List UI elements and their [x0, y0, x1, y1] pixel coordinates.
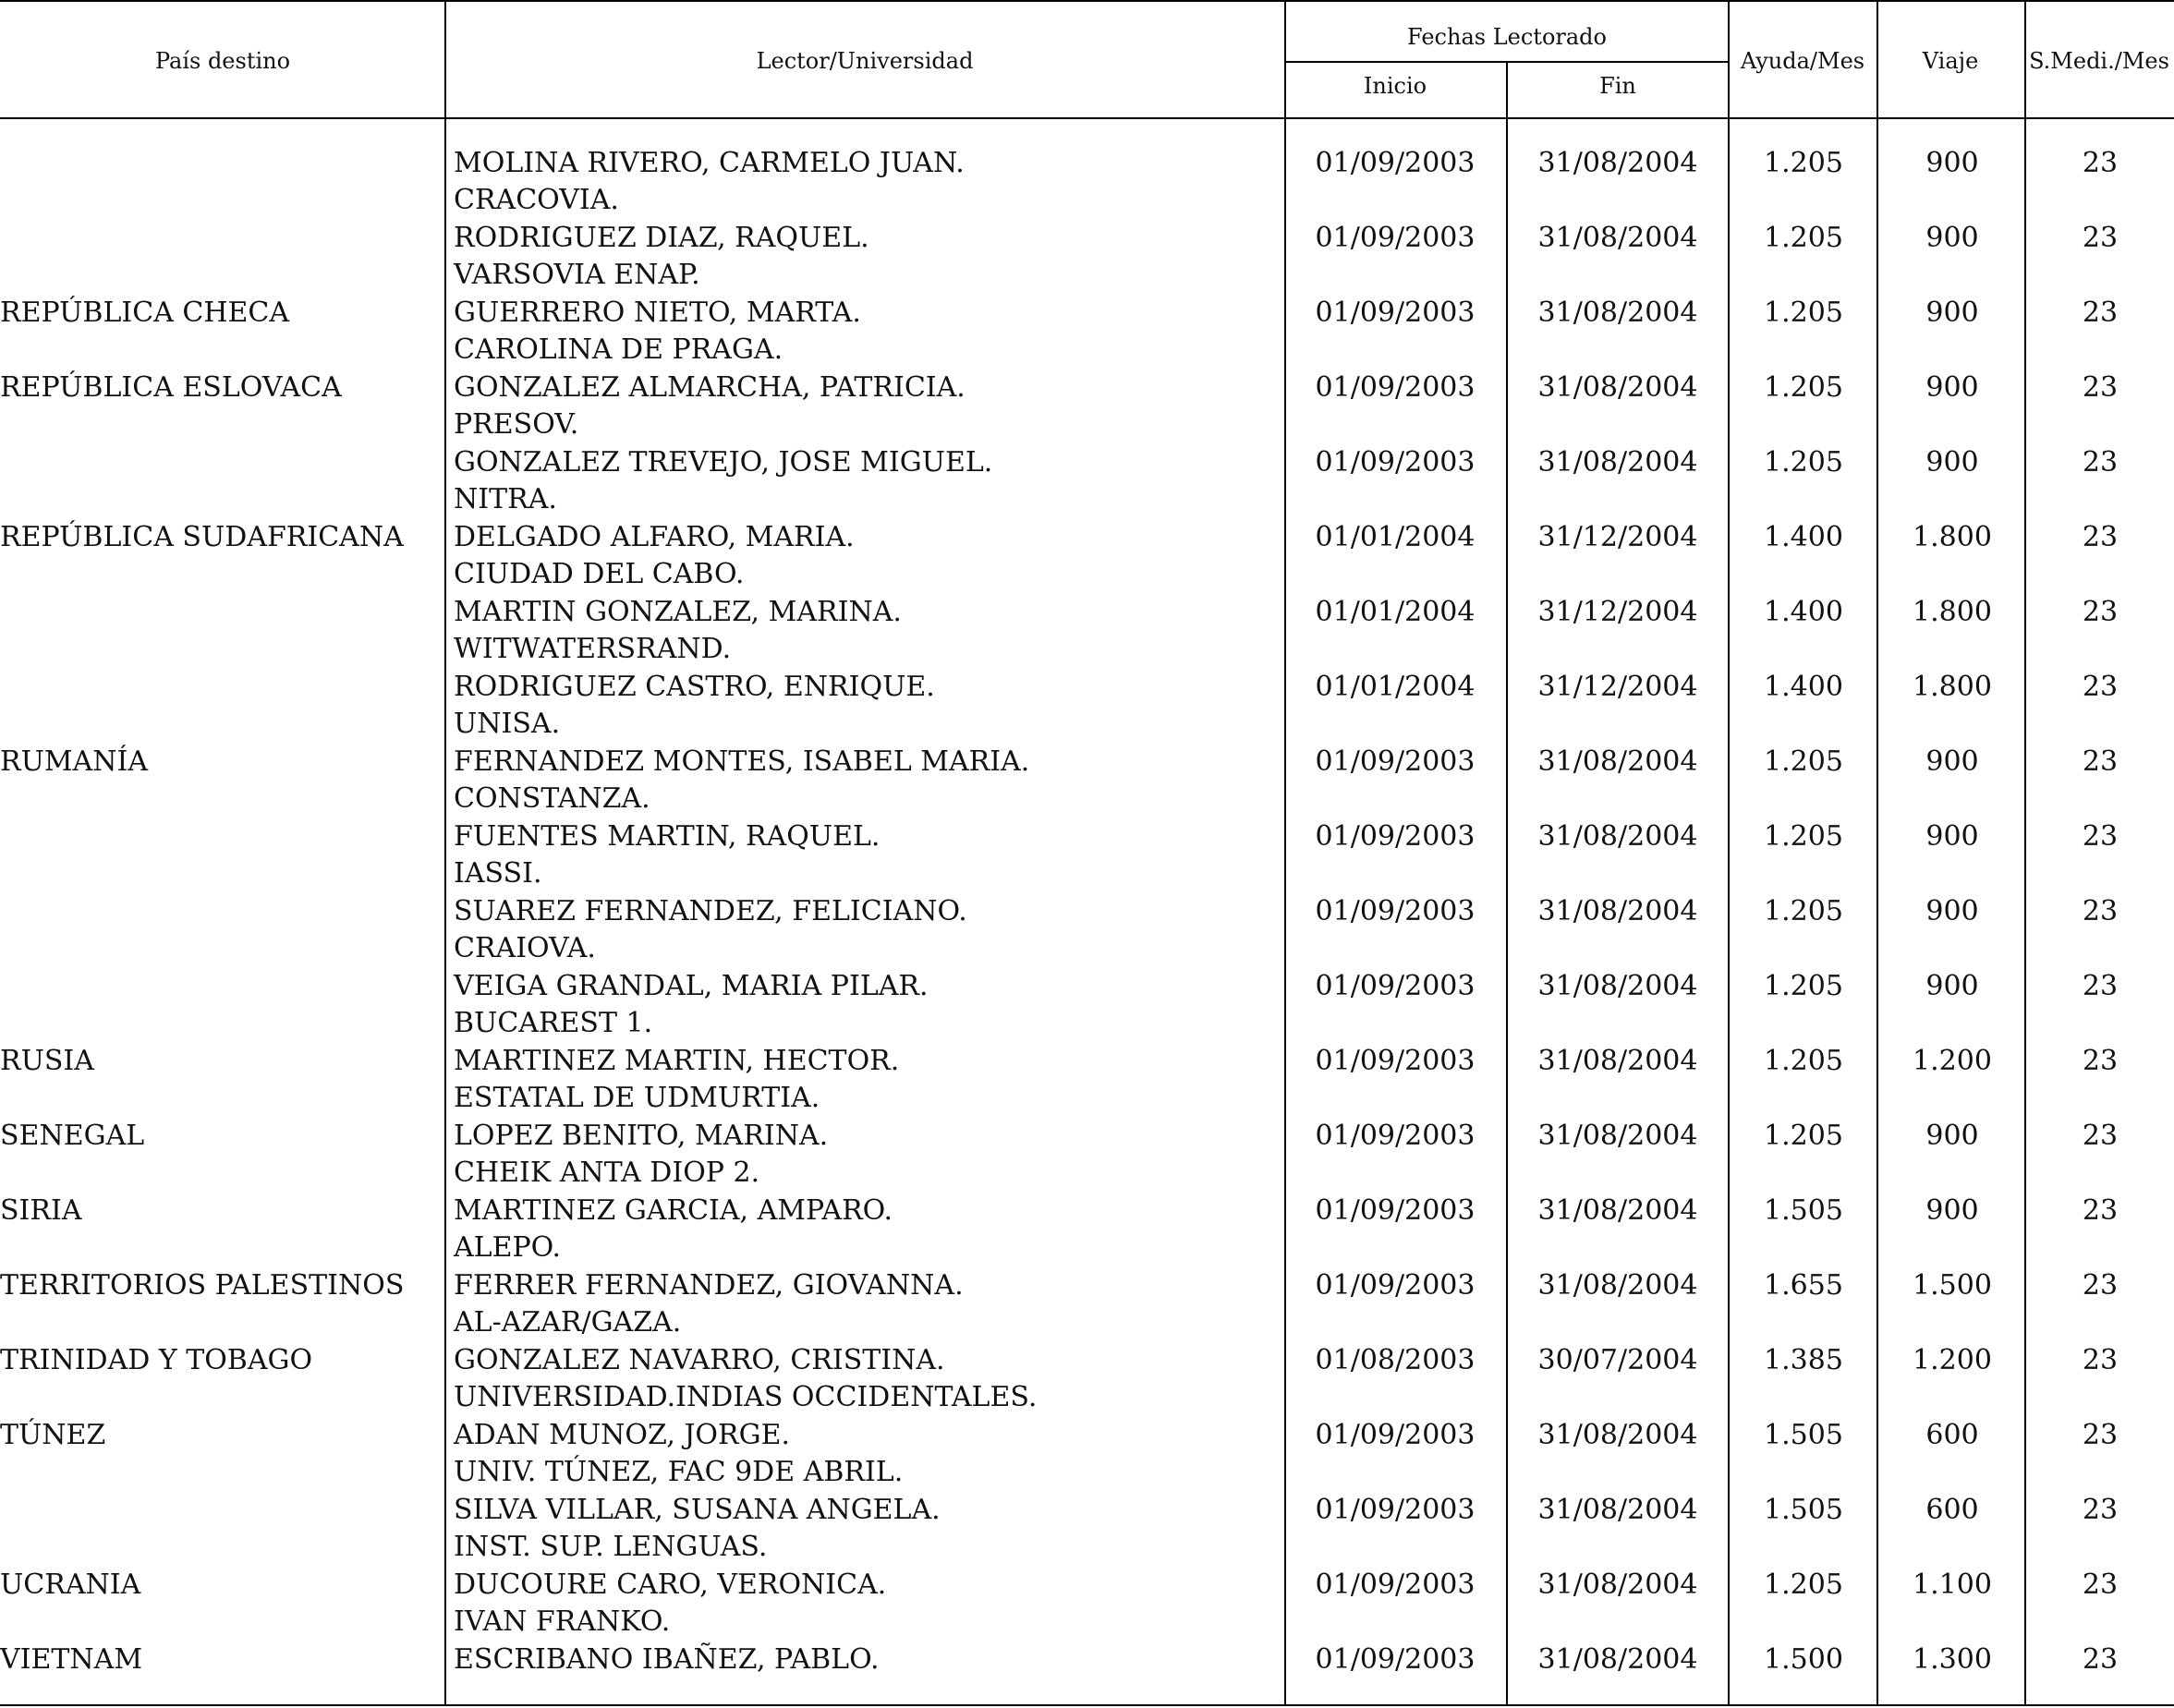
col-rule-4 [1728, 0, 1730, 1706]
fin-cell: 31/08/2004 [1537, 1419, 1698, 1451]
lector-cell: GONZALEZ TREVEJO, JOSE MIGUEL. [454, 446, 993, 478]
inicio-cell: 01/09/2003 [1315, 446, 1476, 478]
fin-cell: 31/12/2004 [1537, 596, 1698, 628]
smedi-cell: 23 [2082, 521, 2119, 553]
lector-cell: RODRIGUEZ CASTRO, ENRIQUE. [454, 671, 935, 703]
universidad-cell: NITRA. [454, 483, 557, 515]
lector-cell: DELGADO ALFARO, MARIA. [454, 521, 855, 553]
smedi-cell: 23 [2082, 147, 2119, 179]
fin-cell: 31/08/2004 [1537, 1494, 1698, 1526]
universidad-cell: BUCAREST 1. [454, 1007, 653, 1039]
smedi-cell: 23 [2082, 895, 2119, 927]
viaje-cell: 1.800 [1913, 671, 1992, 703]
inicio-cell: 01/01/2004 [1315, 596, 1476, 628]
lector-cell: SUAREZ FERNANDEZ, FELICIANO. [454, 895, 967, 927]
inicio-cell: 01/09/2003 [1315, 222, 1476, 254]
viaje-cell: 1.800 [1913, 521, 1992, 553]
smedi-cell: 23 [2082, 297, 2119, 329]
pais-cell: TRINIDAD Y TOBAGO [0, 1344, 313, 1376]
viaje-cell: 900 [1925, 297, 1979, 329]
fin-cell: 30/07/2004 [1537, 1344, 1698, 1376]
viaje-cell: 900 [1925, 970, 1979, 1002]
ayuda-cell: 1.400 [1764, 596, 1843, 628]
lector-cell: MARTINEZ GARCIA, AMPARO. [454, 1194, 893, 1227]
ayuda-cell: 1.505 [1764, 1419, 1843, 1451]
header-viaje: Viaje [1922, 48, 1979, 74]
header-fechas: Fechas Lectorado [1407, 24, 1607, 50]
ayuda-cell: 1.385 [1764, 1344, 1843, 1376]
header-fin: Fin [1599, 73, 1636, 99]
ayuda-cell: 1.505 [1764, 1494, 1843, 1526]
smedi-cell: 23 [2082, 596, 2119, 628]
universidad-cell: WITWATERSRAND. [454, 633, 732, 665]
table-bottom-rule [0, 1704, 2174, 1706]
fin-cell: 31/08/2004 [1537, 970, 1698, 1002]
ayuda-cell: 1.500 [1764, 1643, 1843, 1676]
smedi-cell: 23 [2082, 222, 2119, 254]
inicio-cell: 01/09/2003 [1315, 1494, 1476, 1526]
col-rule-5 [1876, 0, 1878, 1706]
lector-cell: FERRER FERNANDEZ, GIOVANNA. [454, 1269, 964, 1302]
pais-cell: REPÚBLICA SUDAFRICANA [0, 521, 404, 553]
universidad-cell: ALEPO. [454, 1231, 562, 1264]
col-rule-2 [1284, 0, 1286, 1706]
universidad-cell: CRAIOVA. [454, 932, 596, 964]
smedi-cell: 23 [2082, 446, 2119, 478]
inicio-cell: 01/09/2003 [1315, 895, 1476, 927]
pais-cell: SENEGAL [0, 1120, 145, 1152]
ayuda-cell: 1.205 [1764, 745, 1843, 778]
fin-cell: 31/08/2004 [1537, 446, 1698, 478]
ayuda-cell: 1.205 [1764, 970, 1843, 1002]
ayuda-cell: 1.205 [1764, 446, 1843, 478]
lector-cell: LOPEZ BENITO, MARINA. [454, 1120, 829, 1152]
inicio-cell: 01/09/2003 [1315, 745, 1476, 778]
fin-cell: 31/12/2004 [1537, 671, 1698, 703]
viaje-cell: 1.300 [1913, 1643, 1992, 1676]
viaje-cell: 600 [1925, 1494, 1979, 1526]
pais-cell: VIETNAM [0, 1643, 143, 1676]
lector-cell: RODRIGUEZ DIAZ, RAQUEL. [454, 222, 869, 254]
ayuda-cell: 1.205 [1764, 371, 1843, 404]
universidad-cell: ESTATAL DE UDMURTIA. [454, 1082, 820, 1114]
fin-cell: 31/08/2004 [1537, 820, 1698, 853]
header-lector: Lector/Universidad [756, 48, 974, 74]
smedi-cell: 23 [2082, 1269, 2119, 1302]
universidad-cell: CIUDAD DEL CABO. [454, 558, 745, 590]
lector-cell: FUENTES MARTIN, RAQUEL. [454, 820, 881, 853]
viaje-cell: 900 [1925, 1194, 1979, 1227]
viaje-cell: 900 [1925, 745, 1979, 778]
fin-cell: 31/08/2004 [1537, 1045, 1698, 1077]
universidad-cell: IVAN FRANKO. [454, 1605, 671, 1638]
lector-cell: FERNANDEZ MONTES, ISABEL MARIA. [454, 745, 1030, 778]
universidad-cell: CONSTANZA. [454, 782, 650, 815]
universidad-cell: INST. SUP. LENGUAS. [454, 1531, 768, 1563]
pais-cell: REPÚBLICA CHECA [0, 297, 290, 329]
header-pais: País destino [154, 48, 291, 74]
lector-cell: SILVA VILLAR, SUSANA ANGELA. [454, 1494, 941, 1526]
universidad-cell: VARSOVIA ENAP. [454, 259, 700, 291]
ayuda-cell: 1.205 [1764, 1120, 1843, 1152]
inicio-cell: 01/09/2003 [1315, 1569, 1476, 1601]
lector-cell: ESCRIBANO IBAÑEZ, PABLO. [454, 1643, 880, 1676]
lector-cell: VEIGA GRANDAL, MARIA PILAR. [454, 970, 929, 1002]
header-ayuda: Ayuda/Mes [1740, 48, 1865, 74]
lector-cell: ADAN MUNOZ, JORGE. [454, 1419, 791, 1451]
universidad-cell: CHEIK ANTA DIOP 2. [454, 1157, 760, 1189]
smedi-cell: 23 [2082, 1494, 2119, 1526]
smedi-cell: 23 [2082, 1194, 2119, 1227]
inicio-cell: 01/09/2003 [1315, 371, 1476, 404]
pais-cell: REPÚBLICA ESLOVACA [0, 371, 342, 404]
lector-cell: MARTINEZ MARTIN, HECTOR. [454, 1045, 900, 1077]
viaje-cell: 1.200 [1913, 1045, 1992, 1077]
fin-cell: 31/08/2004 [1537, 147, 1698, 179]
ayuda-cell: 1.205 [1764, 820, 1843, 853]
viaje-cell: 900 [1925, 222, 1979, 254]
smedi-cell: 23 [2082, 970, 2119, 1002]
lector-cell: MARTIN GONZALEZ, MARINA. [454, 596, 902, 628]
ayuda-cell: 1.205 [1764, 895, 1843, 927]
fin-cell: 31/08/2004 [1537, 222, 1698, 254]
fin-cell: 31/08/2004 [1537, 1194, 1698, 1227]
pais-cell: SIRIA [0, 1194, 82, 1227]
inicio-cell: 01/01/2004 [1315, 521, 1476, 553]
inicio-cell: 01/01/2004 [1315, 671, 1476, 703]
smedi-cell: 23 [2082, 1643, 2119, 1676]
inicio-cell: 01/09/2003 [1315, 970, 1476, 1002]
col-rule-3 [1506, 61, 1508, 1706]
viaje-cell: 900 [1925, 895, 1979, 927]
inicio-cell: 01/09/2003 [1315, 297, 1476, 329]
fin-cell: 31/08/2004 [1537, 371, 1698, 404]
inicio-cell: 01/09/2003 [1315, 1120, 1476, 1152]
smedi-cell: 23 [2082, 371, 2119, 404]
smedi-cell: 23 [2082, 1344, 2119, 1376]
universidad-cell: PRESOV. [454, 408, 579, 441]
col-rule-6 [2024, 0, 2026, 1706]
universidad-cell: UNISA. [454, 708, 561, 740]
inicio-cell: 01/09/2003 [1315, 1643, 1476, 1676]
universidad-cell: UNIV. TÚNEZ, FAC 9DE ABRIL. [454, 1456, 904, 1488]
pais-cell: RUMANÍA [0, 745, 149, 778]
universidad-cell: CRACOVIA. [454, 184, 619, 216]
fin-cell: 31/08/2004 [1537, 1120, 1698, 1152]
header-inicio: Inicio [1363, 73, 1427, 99]
inicio-cell: 01/08/2003 [1315, 1344, 1476, 1376]
universidad-cell: CAROLINA DE PRAGA. [454, 333, 783, 366]
lector-cell: GONZALEZ ALMARCHA, PATRICIA. [454, 371, 966, 404]
ayuda-cell: 1.205 [1764, 222, 1843, 254]
header-smedi: S.Medi./Mes [2029, 48, 2169, 74]
smedi-cell: 23 [2082, 820, 2119, 853]
viaje-cell: 900 [1925, 820, 1979, 853]
fin-cell: 31/08/2004 [1537, 1269, 1698, 1302]
inicio-cell: 01/09/2003 [1315, 1045, 1476, 1077]
lector-cell: GONZALEZ NAVARRO, CRISTINA. [454, 1344, 945, 1376]
header-bottom-rule [0, 117, 2174, 119]
universidad-cell: UNIVERSIDAD.INDIAS OCCIDENTALES. [454, 1381, 1038, 1413]
fin-cell: 31/12/2004 [1537, 521, 1698, 553]
viaje-cell: 900 [1925, 371, 1979, 404]
viaje-cell: 900 [1925, 1120, 1979, 1152]
universidad-cell: AL-AZAR/GAZA. [454, 1306, 682, 1339]
smedi-cell: 23 [2082, 1045, 2119, 1077]
inicio-cell: 01/09/2003 [1315, 820, 1476, 853]
viaje-cell: 900 [1925, 446, 1979, 478]
viaje-cell: 1.100 [1913, 1569, 1992, 1601]
smedi-cell: 23 [2082, 671, 2119, 703]
pais-cell: UCRANIA [0, 1569, 141, 1601]
ayuda-cell: 1.205 [1764, 1569, 1843, 1601]
inicio-cell: 01/09/2003 [1315, 147, 1476, 179]
smedi-cell: 23 [2082, 745, 2119, 778]
ayuda-cell: 1.400 [1764, 671, 1843, 703]
fin-cell: 31/08/2004 [1537, 895, 1698, 927]
smedi-cell: 23 [2082, 1120, 2119, 1152]
viaje-cell: 1.800 [1913, 596, 1992, 628]
ayuda-cell: 1.655 [1764, 1269, 1843, 1302]
lector-cell: GUERRERO NIETO, MARTA. [454, 297, 861, 329]
pais-cell: RUSIA [0, 1045, 94, 1077]
fin-cell: 31/08/2004 [1537, 745, 1698, 778]
smedi-cell: 23 [2082, 1569, 2119, 1601]
ayuda-cell: 1.205 [1764, 1045, 1843, 1077]
viaje-cell: 600 [1925, 1419, 1979, 1451]
inicio-cell: 01/09/2003 [1315, 1194, 1476, 1227]
pais-cell: TERRITORIOS PALESTINOS [0, 1269, 405, 1302]
fin-cell: 31/08/2004 [1537, 1643, 1698, 1676]
inicio-cell: 01/09/2003 [1315, 1419, 1476, 1451]
viaje-cell: 1.500 [1913, 1269, 1992, 1302]
ayuda-cell: 1.400 [1764, 521, 1843, 553]
fin-cell: 31/08/2004 [1537, 297, 1698, 329]
lector-cell: MOLINA RIVERO, CARMELO JUAN. [454, 147, 965, 179]
pais-cell: TÚNEZ [0, 1419, 106, 1451]
universidad-cell: IASSI. [454, 857, 542, 890]
table-top-rule [0, 0, 2174, 2]
ayuda-cell: 1.205 [1764, 297, 1843, 329]
viaje-cell: 900 [1925, 147, 1979, 179]
fin-cell: 31/08/2004 [1537, 1569, 1698, 1601]
lector-cell: DUCOURE CARO, VERONICA. [454, 1569, 887, 1601]
ayuda-cell: 1.205 [1764, 147, 1843, 179]
ayuda-cell: 1.505 [1764, 1194, 1843, 1227]
smedi-cell: 23 [2082, 1419, 2119, 1451]
inicio-cell: 01/09/2003 [1315, 1269, 1476, 1302]
viaje-cell: 1.200 [1913, 1344, 1992, 1376]
col-rule-1 [444, 0, 446, 1706]
